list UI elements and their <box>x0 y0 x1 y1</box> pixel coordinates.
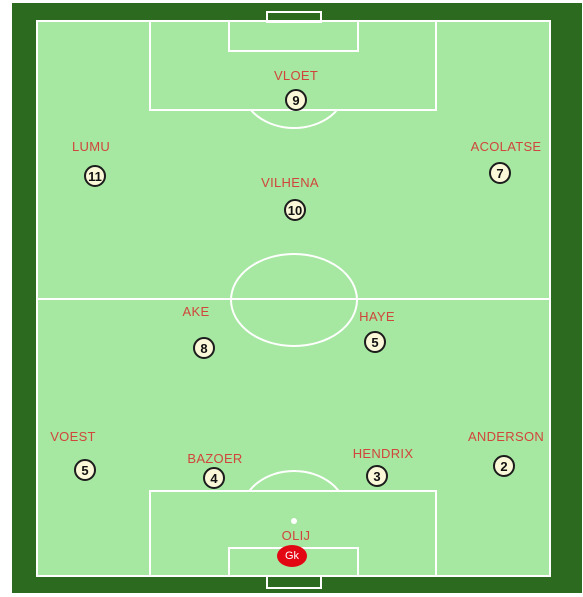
goalkeeper-badge[interactable]: Gk <box>277 545 307 567</box>
player-name-vilhena: VILHENA <box>261 175 319 190</box>
player-number-vloet[interactable]: 9 <box>285 89 307 111</box>
goal-area-top <box>228 20 359 52</box>
player-number-bazoer[interactable]: 4 <box>203 467 225 489</box>
player-number-lumu[interactable]: 11 <box>84 165 106 187</box>
player-name-haye: HAYE <box>359 309 395 324</box>
player-number-haye[interactable]: 5 <box>364 331 386 353</box>
player-name-lumu: LUMU <box>71 139 111 154</box>
player-number-ake[interactable]: 8 <box>193 337 215 359</box>
penalty-arc-bottom <box>241 470 347 492</box>
player-name-bazoer: BAZOER <box>187 451 243 466</box>
penalty-arc-top <box>241 109 347 129</box>
penalty-spot-bottom <box>291 518 297 524</box>
player-name-hendrix: HENDRIX <box>352 446 414 461</box>
player-name-ake: AKE <box>182 304 210 319</box>
player-number-hendrix[interactable]: 3 <box>366 465 388 487</box>
player-number-voest[interactable]: 5 <box>74 459 96 481</box>
goal-bottom <box>266 575 322 589</box>
player-name-anderson: ANDERSON <box>467 429 545 444</box>
player-number-anderson[interactable]: 2 <box>493 455 515 477</box>
player-number-vilhena[interactable]: 10 <box>284 199 306 221</box>
player-name-vloet: VLOET <box>273 68 319 83</box>
player-number-acolatse[interactable]: 7 <box>489 162 511 184</box>
center-circle <box>230 253 358 347</box>
player-name-acolatse: ACOLATSE <box>470 139 542 154</box>
player-name-goalkeeper: OLIJ <box>281 528 311 543</box>
player-name-voest: VOEST <box>50 429 96 444</box>
